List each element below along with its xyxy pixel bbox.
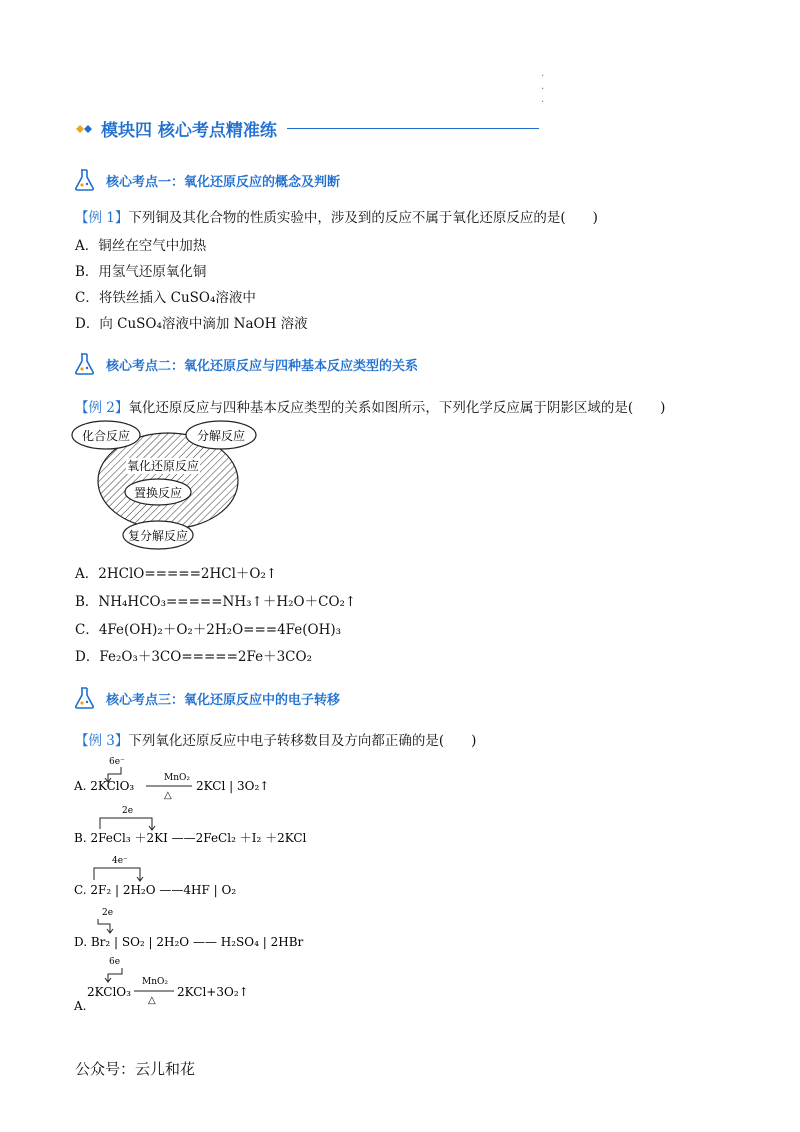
q2-option-b: B．NH₄HCO₃=====NH₃↑＋H₂O＋CO₂↑ bbox=[75, 594, 357, 610]
redox-label: 氧化还原反应 bbox=[126, 459, 200, 473]
products: 2KCl+3O₂↑ bbox=[177, 985, 249, 999]
reactants: A. 2KClO₃ bbox=[74, 779, 135, 793]
flask-icon bbox=[72, 352, 98, 376]
combination-label: 化合反应 bbox=[81, 429, 131, 443]
question-3-stem: 【例 3】下列氧化还原反应中电子转移数目及方向都正确的是( ) bbox=[75, 733, 477, 749]
reaction-a-repeat bbox=[74, 954, 334, 1014]
reaction-d bbox=[74, 904, 334, 950]
equation: D. Br₂ | SO₂ | 2H₂O —— H₂SO₄ | 2HBr bbox=[74, 935, 304, 949]
heat-symbol: △ bbox=[148, 995, 156, 1006]
products: 2KCl | 3O₂↑ bbox=[196, 779, 270, 793]
section-2-title: 核心考点二：氧化还原反应与四种基本反应类型的关系 bbox=[106, 358, 419, 374]
catalyst-label: MnO₂ bbox=[142, 977, 168, 987]
section-1-header bbox=[72, 168, 340, 192]
q2-option-d: D．Fe₂O₃＋3CO=====2Fe＋3CO₂ bbox=[75, 649, 312, 665]
reactants: 2KClO₃ bbox=[87, 985, 131, 999]
q1-option-b: B．用氢气还原氧化铜 bbox=[75, 264, 207, 280]
electron-label: 2e bbox=[122, 806, 134, 816]
diamond-arrow-icon bbox=[75, 122, 95, 136]
question-1-tag: 【例 1】 bbox=[75, 210, 129, 226]
footer-account: 公众号：云儿和花 bbox=[75, 1060, 196, 1078]
question-2-stem: 【例 2】氧化还原反应与四种基本反应类型的关系如图所示，下列化学反应属于阴影区域的是( ) bbox=[75, 400, 666, 416]
reaction-b bbox=[74, 802, 334, 846]
q1-option-c: C．将铁丝插入 CuSO₄溶液中 bbox=[75, 290, 256, 306]
decorative-dots: · · · bbox=[541, 71, 545, 108]
section-2-header bbox=[72, 352, 418, 376]
section-3-title: 核心考点三：氧化还原反应中的电子转移 bbox=[106, 692, 341, 708]
module-title: 模块四 核心考点精准练 bbox=[101, 121, 277, 141]
title-rule bbox=[287, 128, 539, 129]
reaction-a bbox=[74, 754, 334, 800]
equation: B. 2FeCl₃ ＋2KI ——2FeCl₂ ＋I₂ ＋2KCl bbox=[74, 831, 307, 845]
option-label: A. bbox=[74, 999, 87, 1013]
q1-option-d: D．向 CuSO₄溶液中滴加 NaOH 溶液 bbox=[75, 316, 308, 332]
module-header bbox=[75, 116, 539, 141]
redox-venn-diagram bbox=[70, 418, 270, 553]
flask-icon bbox=[72, 168, 98, 192]
section-1-title: 核心考点一：氧化还原反应的概念及判断 bbox=[106, 174, 341, 190]
decomposition-label: 分解反应 bbox=[196, 429, 246, 443]
electron-label: 4e⁻ bbox=[112, 856, 128, 866]
q2-option-c: C．4Fe(OH)₂＋O₂＋2H₂O===4Fe(OH)₃ bbox=[75, 622, 342, 638]
catalyst-label: MnO₂ bbox=[164, 773, 190, 783]
question-2-tag: 【例 2】 bbox=[75, 400, 129, 416]
electron-label: 6e bbox=[109, 957, 121, 967]
electron-label: 2e bbox=[102, 908, 114, 918]
heat-symbol: △ bbox=[164, 790, 172, 800]
question-1-stem: 【例 1】下列铜及其化合物的性质实验中，涉及到的反应不属于氧化还原反应的是( ) bbox=[75, 210, 598, 226]
section-3-header bbox=[72, 686, 340, 710]
displacement-label: 置换反应 bbox=[133, 486, 183, 500]
q2-option-a: A．2HClO=====2HCl＋O₂↑ bbox=[75, 566, 278, 582]
double-decomposition-label: 复分解反应 bbox=[127, 529, 189, 543]
q1-option-a: A．铜丝在空气中加热 bbox=[75, 238, 207, 254]
question-3-tag: 【例 3】 bbox=[75, 733, 129, 749]
reaction-c bbox=[74, 852, 334, 898]
equation: C. 2F₂ | 2H₂O ——4HF | O₂ bbox=[74, 883, 237, 897]
flask-icon bbox=[72, 686, 98, 710]
electron-label: 6e⁻ bbox=[109, 757, 125, 767]
